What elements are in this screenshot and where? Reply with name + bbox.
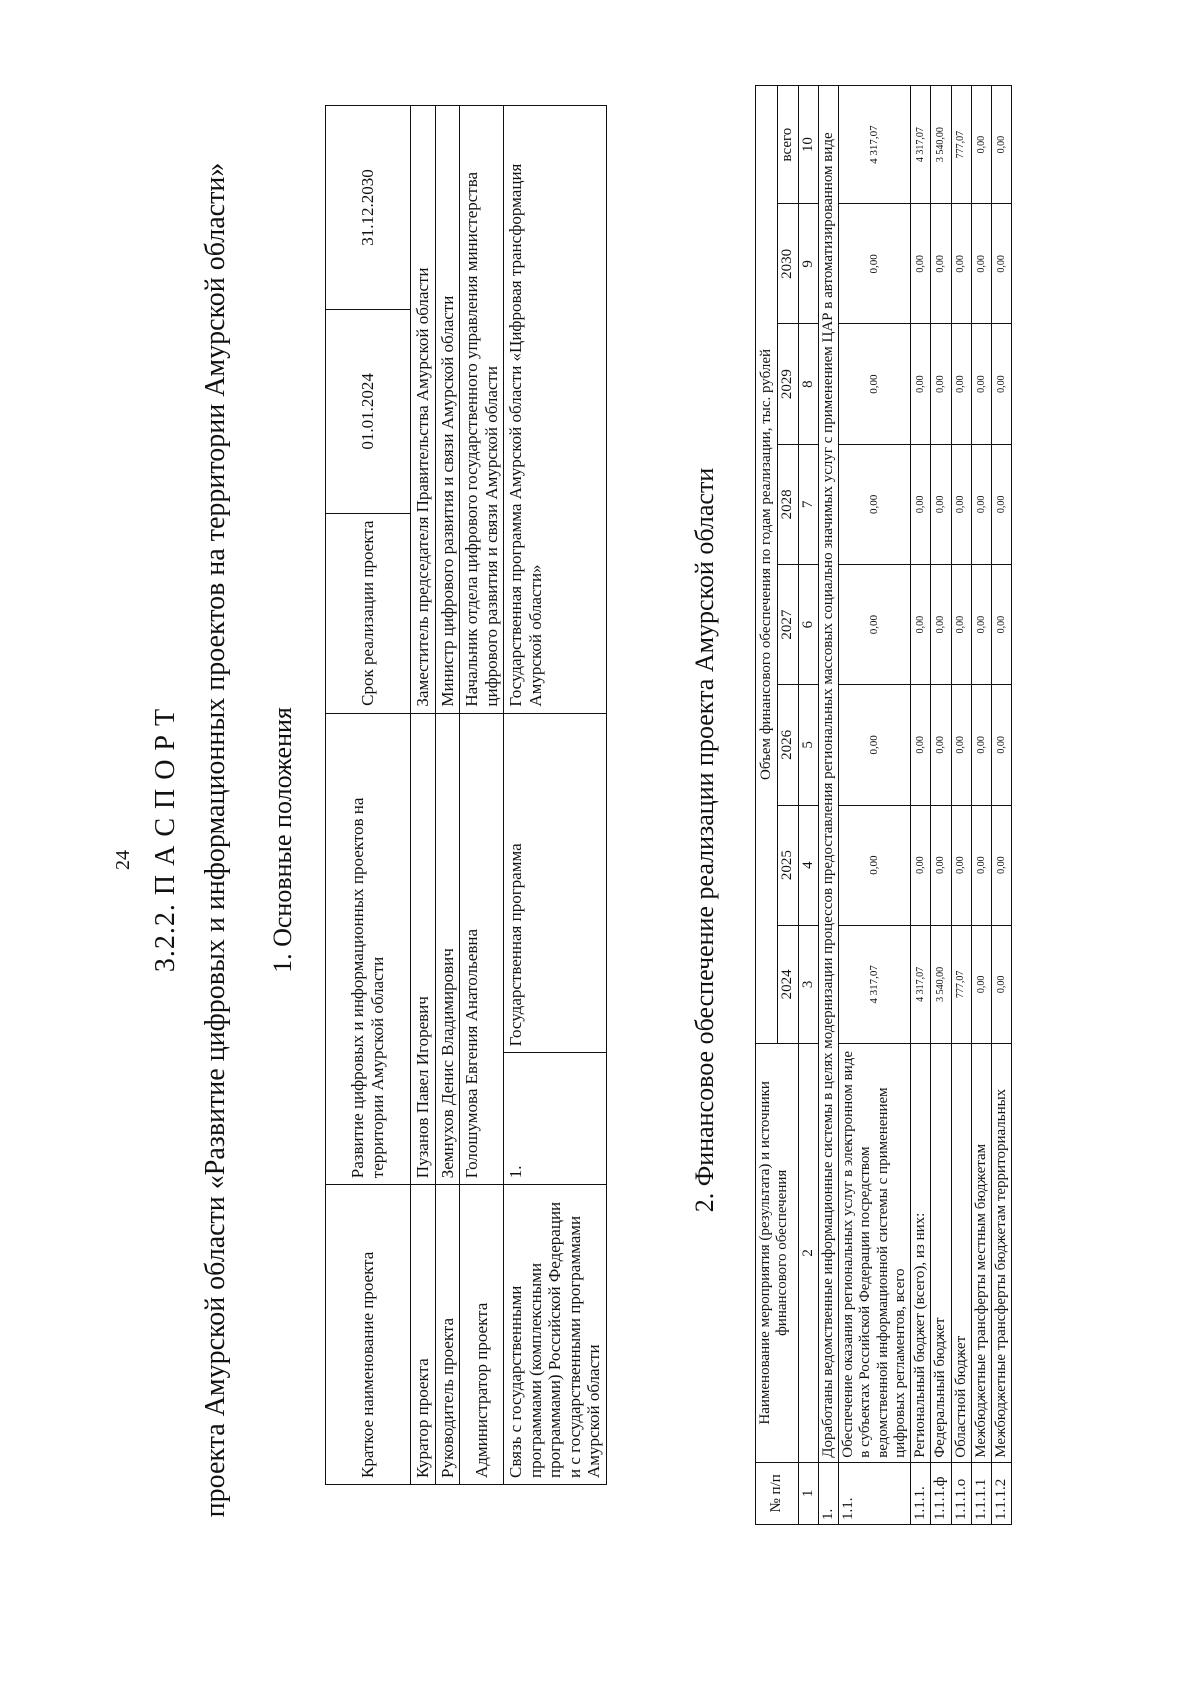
table-row — [839, 86, 911, 1525]
value-cell: 0,00 — [931, 564, 951, 684]
value-cell: 0,00 — [931, 324, 951, 444]
head-position: Министр цифрового развития и связи Амурской области — [435, 106, 460, 714]
value-cell: 0,00 — [992, 324, 1012, 444]
col-volume-header: Объем финансового обеспечения по годам реализации, тыс. рублей — [756, 86, 778, 1044]
row-name: Обеспечение оказания региональных услуг в электронном виде в субъектах Российской Федерации посредством ведомственной информационной системы с применением цифровых регламентов, всего — [839, 1043, 911, 1462]
year-header: 2027 — [778, 564, 798, 684]
total-cell: 4 317,07 — [839, 86, 911, 204]
total-cell: 0,00 — [992, 86, 1012, 204]
value-cell: 0,00 — [839, 564, 911, 684]
value-cell: 0,00 — [971, 685, 991, 805]
year-header: 2030 — [778, 204, 798, 324]
curator-row — [411, 106, 436, 1485]
row-name: Федеральный бюджет — [931, 1043, 951, 1462]
total-cell: 777,07 — [951, 86, 971, 204]
value-cell: 0,00 — [911, 324, 931, 444]
link-value: Государственная программа Амурской области «Цифровая трансформация Амурской области» — [504, 106, 607, 714]
col-name-header: Наименование мероприятия (результата) и источники финансового обеспечения — [756, 1043, 799, 1462]
section-basics-title: 1. Основные положения — [268, 707, 297, 973]
col-index: 4 — [798, 805, 818, 925]
year-header: 2028 — [778, 444, 798, 564]
value-cell: 777,07 — [951, 925, 971, 1043]
document-page — [0, 20, 1150, 1660]
col-index: 6 — [798, 564, 818, 684]
head-name: Земнухов Денис Владимирович — [435, 713, 460, 1185]
value-cell: 0,00 — [971, 204, 991, 324]
value-cell: 0,00 — [992, 564, 1012, 684]
table-row — [911, 86, 931, 1525]
col-index: 3 — [798, 925, 818, 1043]
value-cell: 0,00 — [839, 204, 911, 324]
section-finance-title: 2. Финансовое обеспечение реализации проекта Амурской области — [690, 467, 719, 1213]
value-cell: 0,00 — [931, 444, 951, 564]
short-name-label: Краткое наименование проекта — [326, 1185, 411, 1485]
value-cell: 0,00 — [951, 685, 971, 805]
head-label: Руководитель проекта — [435, 1185, 460, 1485]
curator-name: Пузанов Павел Игоревич — [411, 713, 436, 1185]
value-cell: 0,00 — [911, 805, 931, 925]
value-cell: 0,00 — [951, 805, 971, 925]
value-cell: 0,00 — [931, 204, 951, 324]
value-cell: 0,00 — [839, 805, 911, 925]
value-cell: 0,00 — [839, 444, 911, 564]
value-cell: 0,00 — [992, 685, 1012, 805]
term-label: Срок реализации проекта — [326, 513, 411, 713]
row-num: 1.1.1.ф — [931, 1462, 951, 1524]
page-number: 24 — [112, 850, 134, 870]
value-cell: 0,00 — [839, 324, 911, 444]
col-index: 9 — [798, 204, 818, 324]
row-num: 1.1.1.о — [951, 1462, 971, 1524]
total-cell: 3 540,00 — [931, 86, 951, 204]
col-index: 1 — [798, 1462, 818, 1524]
curator-position: Заместитель председателя Правительства Амурской области — [411, 106, 436, 714]
table-row — [971, 86, 991, 1525]
row-num: 1.1. — [839, 1462, 911, 1524]
link-row — [504, 106, 607, 1485]
value-cell: 0,00 — [971, 444, 991, 564]
start-date: 01.01.2024 — [326, 309, 411, 513]
row-name: Областной бюджет — [951, 1043, 971, 1462]
row-name: Межбюджетные трансферты бюджетам территориальных — [992, 1043, 1012, 1462]
year-header: 2026 — [778, 685, 798, 805]
year-header: 2029 — [778, 324, 798, 444]
value-cell: 0,00 — [839, 685, 911, 805]
value-cell: 0,00 — [951, 444, 971, 564]
admin-label: Администратор проекта — [460, 1185, 504, 1485]
link-type: Государственная программа — [504, 713, 607, 1053]
row-num: 1.1.1. — [911, 1462, 931, 1524]
value-cell: 0,00 — [931, 685, 951, 805]
result-text: Доработаны ведомственные информационные системы в целях модернизации процессов предоставления региональных массовых социально значимых услуг с применением ЦАР в автоматизированном виде — [818, 86, 838, 1463]
year-header: 2024 — [778, 925, 798, 1043]
col-index: 2 — [798, 1043, 818, 1462]
admin-name: Голошумова Евгения Анатольевна — [460, 713, 504, 1185]
finance-table — [755, 85, 1012, 1525]
finance-header-row — [756, 86, 778, 1525]
value-cell: 0,00 — [951, 324, 971, 444]
year-header: 2025 — [778, 805, 798, 925]
value-cell: 4 317,07 — [839, 925, 911, 1043]
row-num: 1.1.1.2 — [992, 1462, 1012, 1524]
col-index: 7 — [798, 444, 818, 564]
value-cell: 0,00 — [951, 564, 971, 684]
value-cell: 4 317,07 — [911, 925, 931, 1043]
total-cell: 0,00 — [971, 86, 991, 204]
value-cell: 3 540,00 — [931, 925, 951, 1043]
value-cell: 0,00 — [911, 685, 931, 805]
total-header: всего — [778, 86, 798, 204]
value-cell: 0,00 — [992, 444, 1012, 564]
value-cell: 0,00 — [951, 204, 971, 324]
value-cell: 0,00 — [911, 444, 931, 564]
basics-table — [325, 105, 607, 1485]
project-title: проекта Амурской области «Развитие цифровых и информационных проектов на территории Амурской области» — [200, 162, 231, 1518]
table-row — [931, 86, 951, 1525]
link-num: 1. — [504, 1053, 607, 1185]
row-num: 1.1.1.1 — [971, 1462, 991, 1524]
result-row — [818, 86, 838, 1525]
short-name-value: Развитие цифровых и информационных проектов на территории Амурской области — [326, 713, 411, 1185]
value-cell: 0,00 — [931, 805, 951, 925]
row-name: Региональный бюджет (всего), из них: — [911, 1043, 931, 1462]
col-index: 8 — [798, 324, 818, 444]
value-cell: 0,00 — [992, 204, 1012, 324]
admin-position: Начальник отдела цифрового государственного управления министерства цифрового развития и связи Амурской области — [460, 106, 504, 714]
basics-header-row — [326, 106, 411, 1485]
col-index: 5 — [798, 685, 818, 805]
finance-index-row — [798, 86, 818, 1525]
result-num: 1. — [818, 1462, 838, 1524]
value-cell: 0,00 — [971, 564, 991, 684]
col-index: 10 — [798, 86, 818, 204]
value-cell: 0,00 — [992, 805, 1012, 925]
table-row — [992, 86, 1012, 1525]
table-row — [951, 86, 971, 1525]
row-name: Межбюджетные трансферты местным бюджетам — [971, 1043, 991, 1462]
head-row — [435, 106, 460, 1485]
value-cell: 0,00 — [911, 564, 931, 684]
curator-label: Куратор проекта — [411, 1185, 436, 1485]
admin-row — [460, 106, 504, 1485]
value-cell: 0,00 — [992, 925, 1012, 1043]
value-cell: 0,00 — [911, 204, 931, 324]
value-cell: 0,00 — [971, 805, 991, 925]
total-cell: 4 317,07 — [911, 86, 931, 204]
value-cell: 0,00 — [971, 925, 991, 1043]
value-cell: 0,00 — [971, 324, 991, 444]
link-label: Связь с государственными программами (комплексными программами) Российской Федерации и с государственными программами Амурской области — [504, 1185, 607, 1485]
end-date: 31.12.2030 — [326, 106, 411, 310]
col-num-header: № п/п — [756, 1462, 799, 1524]
passport-title: 3.2.2. П А С П О Р Т — [150, 707, 181, 973]
